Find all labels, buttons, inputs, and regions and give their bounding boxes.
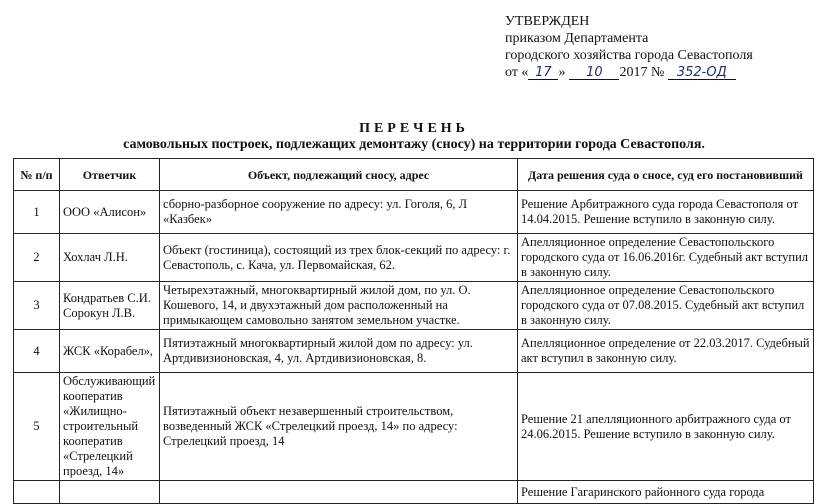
approval-block xyxy=(505,13,753,81)
cell-defendant: Кондратьев С.И. Сорокун Л.В. xyxy=(60,282,160,330)
approval-heading: УТВЕРЖДЕН xyxy=(505,14,590,29)
cell-decision: Решение 21 апелляционного арбитражного суда от 24.06.2015. Решение вступило в законную силу. xyxy=(518,373,814,481)
cell-decision: Апелляционное определение от 22.03.2017. Судебный акт вступил в законную силу. xyxy=(518,330,814,373)
year-and-number-label: 2017 № xyxy=(619,65,665,80)
cell-num: 5 xyxy=(14,373,60,481)
date-prefix: от « xyxy=(505,65,529,80)
table-header-row xyxy=(14,159,814,191)
cell-object: Объект (гостиница), состоящий из трех блок-секций по адресу: г. Севастополь, с. Кача, ул. Первомайская, 62. xyxy=(160,234,518,282)
cell-decision: Апелляционное определение Севастопольского городского суда от 16.06.2016г. Судебный акт вступил в законную силу. xyxy=(518,234,814,282)
cell-defendant xyxy=(60,481,160,504)
cell-defendant: Обслуживающий кооператив «Жилищно-строительный кооператив «Стрелецкий проезд, 14» xyxy=(60,373,160,481)
cell-num: 3 xyxy=(14,282,60,330)
header-decision: Дата решения суда о сносе, суд его постановивший xyxy=(518,159,814,191)
document-subtitle: самовольных построек, подлежащих демонтажу (сносу) на территории города Севастополя. xyxy=(123,137,705,152)
header-defendant: Ответчик xyxy=(60,159,160,191)
cell-decision: Решение Гагаринского районного суда города xyxy=(518,481,814,504)
cell-decision: Решение Арбитражного суда города Севастополя от 14.04.2015. Решение вступило в законную силу. xyxy=(518,191,814,234)
table-row xyxy=(14,481,814,504)
handwritten-month: 10 xyxy=(569,66,619,80)
approval-date-line xyxy=(505,64,753,81)
table-row xyxy=(14,373,814,481)
cell-object: Четырехэтажный, многоквартирный жилой дом, по ул. О. Кошевого, 14, и двухэтажный дом расположенный на примыкающем самовольно занятом земельном участке. xyxy=(160,282,518,330)
cell-defendant: ООО «Алисон» xyxy=(60,191,160,234)
cell-num: 2 xyxy=(14,234,60,282)
cell-defendant: ЖСК «Корабел», xyxy=(60,330,160,373)
document-title: ПЕРЕЧЕНЬ xyxy=(359,121,469,136)
table-row xyxy=(14,191,814,234)
approval-order: приказом Департамента xyxy=(505,31,649,46)
cell-object: Пятиэтажный объект незавершенный строительством, возведенный ЖСК «Стрелецкий проезд, 14» по адресу: Стрелецкий проезд, 14 xyxy=(160,373,518,481)
cell-num xyxy=(14,481,60,504)
cell-object: Пятиэтажный многоквартирный жилой дом по адресу: ул. Артдивизионовская, 4, ул. Артдивизионовская, 8. xyxy=(160,330,518,373)
demolition-table xyxy=(13,158,814,504)
approval-department: городского хозяйства города Севастополя xyxy=(505,48,753,63)
cell-object: сборно-разборное сооружение по адресу: ул. Гоголя, 6, Л «Казбек» xyxy=(160,191,518,234)
handwritten-day: 17 xyxy=(528,66,558,80)
header-object: Объект, подлежащий сносу, адрес xyxy=(160,159,518,191)
table-row xyxy=(14,330,814,373)
table-row xyxy=(14,282,814,330)
table-row xyxy=(14,234,814,282)
cell-defendant: Хохлач Л.Н. xyxy=(60,234,160,282)
cell-object xyxy=(160,481,518,504)
cell-num: 1 xyxy=(14,191,60,234)
header-num: № п/п xyxy=(14,159,60,191)
date-close-quote: » xyxy=(558,65,566,80)
cell-decision: Апелляционное определение Севастопольского городского суда от 07.08.2015. Судебный акт вступил в законную силу. xyxy=(518,282,814,330)
cell-num: 4 xyxy=(14,330,60,373)
handwritten-order-number: 352-ОД xyxy=(668,66,736,80)
